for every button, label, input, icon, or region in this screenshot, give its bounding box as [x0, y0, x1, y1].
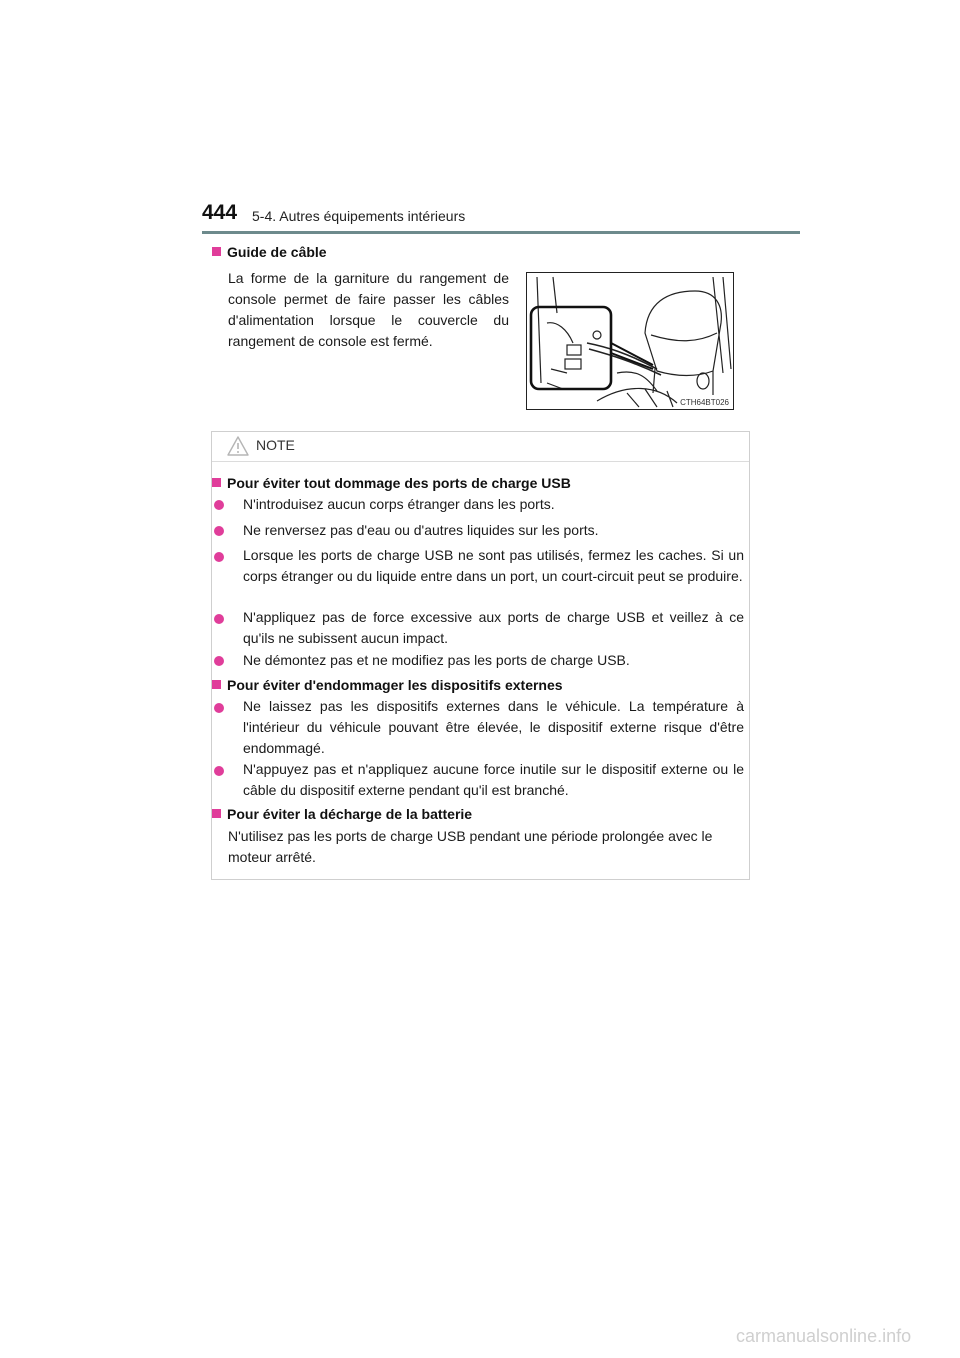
- page-header: [0, 0, 960, 240]
- note-header: [212, 432, 749, 462]
- note-item: N'appuyez pas et n'appliquez aucune force inutile sur le dispositif externe ou le câble du dispositif externe pendant qu'il est branché.: [243, 761, 744, 798]
- warning-triangle-icon: [226, 435, 250, 457]
- section-paragraph: La forme de la garniture du rangement de console permet de faire passer les câbles d'alimentation lorsque le couvercle du rangement de console est fermé.: [228, 270, 509, 349]
- note-item: N'appliquez pas de force excessive aux ports de charge USB et veillez à ce qu'ils ne subissent aucun impact.: [243, 609, 744, 646]
- square-bullet-icon: [212, 809, 221, 818]
- circle-bullet-icon: [214, 703, 224, 713]
- circle-bullet-icon: [214, 656, 224, 666]
- figure-code: CTH64BT026: [680, 398, 729, 407]
- note-item: Ne laissez pas les dispositifs externes dans le véhicule. La température à l'intérieur du véhicule pouvant être élevée, le dispositif externe risque d'être endommagé.: [243, 698, 744, 756]
- circle-bullet-icon: [214, 526, 224, 536]
- note-heading-battery: [212, 806, 472, 822]
- note-item: Ne renversez pas d'eau ou d'autres liquides sur les ports.: [243, 522, 599, 538]
- circle-bullet-icon: [214, 766, 224, 776]
- note-item: Lorsque les ports de charge USB ne sont pas utilisés, fermez les caches. Si un corps étranger ou du liquide entre dans un port, un court-circuit peut se produire.: [243, 547, 744, 584]
- note-heading-text: Pour éviter d'endommager les dispositifs externes: [227, 677, 563, 693]
- console-drawing: [527, 273, 733, 409]
- note-item: N'introduisez aucun corps étranger dans les ports.: [243, 496, 555, 512]
- note-heading-text: Pour éviter la décharge de la batterie: [227, 806, 473, 822]
- page-number: 444: [202, 201, 238, 224]
- header-divider: [202, 231, 800, 234]
- note-paragraph: N'utilisez pas les ports de charge USB pendant une période prolongée avec le moteur arrêté.: [228, 828, 713, 865]
- square-bullet-icon: [212, 680, 221, 689]
- note-item: Ne démontez pas et ne modifiez pas les ports de charge USB.: [243, 652, 630, 668]
- section-heading-text: Guide de câble: [227, 244, 327, 260]
- square-bullet-icon: [212, 478, 221, 487]
- note-heading-usb-damage: [212, 475, 571, 491]
- watermark: carmanualsonline.info: [736, 1326, 912, 1346]
- square-bullet-icon: [212, 247, 221, 256]
- note-title: NOTE: [256, 437, 295, 453]
- console-cable-illustration: [526, 272, 734, 410]
- section-heading: [212, 244, 327, 260]
- circle-bullet-icon: [214, 500, 224, 510]
- note-heading-external-devices: [212, 677, 563, 693]
- circle-bullet-icon: [214, 614, 224, 624]
- chapter-title: 5-4. Autres équipements intérieurs: [252, 208, 466, 224]
- note-heading-text: Pour éviter tout dommage des ports de charge USB: [227, 475, 571, 491]
- circle-bullet-icon: [214, 552, 224, 562]
